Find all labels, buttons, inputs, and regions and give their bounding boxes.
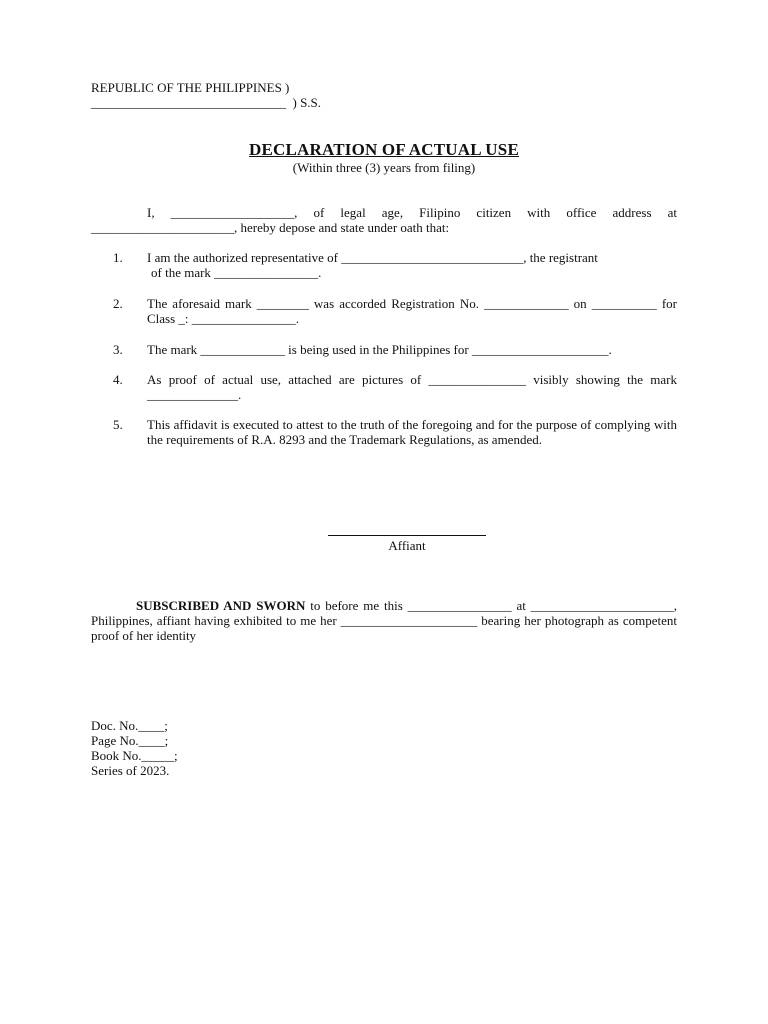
list-item-text: As proof of actual use, attached are pictures of _______________ visibly showing the mark ______________. — [147, 372, 677, 402]
document-subtitle: (Within three (3) years from filing) — [292, 160, 476, 175]
page-number: Page No.____; — [91, 733, 169, 748]
document-title: DECLARATION OF ACTUAL USE — [249, 140, 519, 159]
list-item-number: 4. — [113, 372, 123, 387]
list-item-text: This affidavit is executed to attest to the truth of the foregoing and for the purpose of complying with the requirements of R.A. 8293 and the Trademark Regulations, as amended. — [147, 417, 677, 447]
list-item-number: 1. — [113, 250, 123, 265]
series-year: Series of 2023. — [91, 763, 170, 778]
list-item-number: 2. — [113, 296, 123, 311]
jurat-lead: SUBSCRIBED AND SWORN — [136, 598, 306, 613]
venue-republic: REPUBLIC OF THE PHILIPPINES ) — [91, 80, 290, 95]
intro-paragraph: I, ___________________, of legal age, Filipino citizen with office address at ______________________, hereby depose and state under oath that: — [91, 205, 677, 235]
list-item — [91, 250, 677, 280]
book-number: Book No._____; — [91, 748, 178, 763]
list-item-number: 3. — [113, 342, 123, 357]
list-item-text: The aforesaid mark ________ was accorded Registration No. _____________ on __________ for Class _: ________________. — [147, 296, 677, 326]
list-item-text — [147, 250, 677, 280]
list-item-line: of the mark ________________. — [151, 265, 322, 280]
list-item — [91, 417, 677, 447]
list-item — [91, 296, 677, 326]
affiant-signature-line — [328, 535, 486, 536]
list-item — [91, 342, 677, 357]
list-item-line: I am the authorized representative of ____________________________, the registrant — [147, 250, 598, 265]
list-item — [91, 372, 677, 402]
jurat-text: to before me this ________________ at ______________________, Philippines, affiant having exhibited to me her _____________________ bearing her photograph as competent proof of her identity — [91, 598, 677, 643]
venue-ss-line: ______________________________ ) S.S. — [91, 95, 322, 110]
list-item-number: 5. — [113, 417, 123, 432]
notarial-register — [91, 718, 178, 778]
affiant-label: Affiant — [388, 538, 426, 553]
doc-number: Doc. No.____; — [91, 718, 168, 733]
jurat-paragraph — [91, 598, 677, 643]
list-item-text: The mark _____________ is being used in the Philippines for _____________________. — [147, 342, 612, 357]
